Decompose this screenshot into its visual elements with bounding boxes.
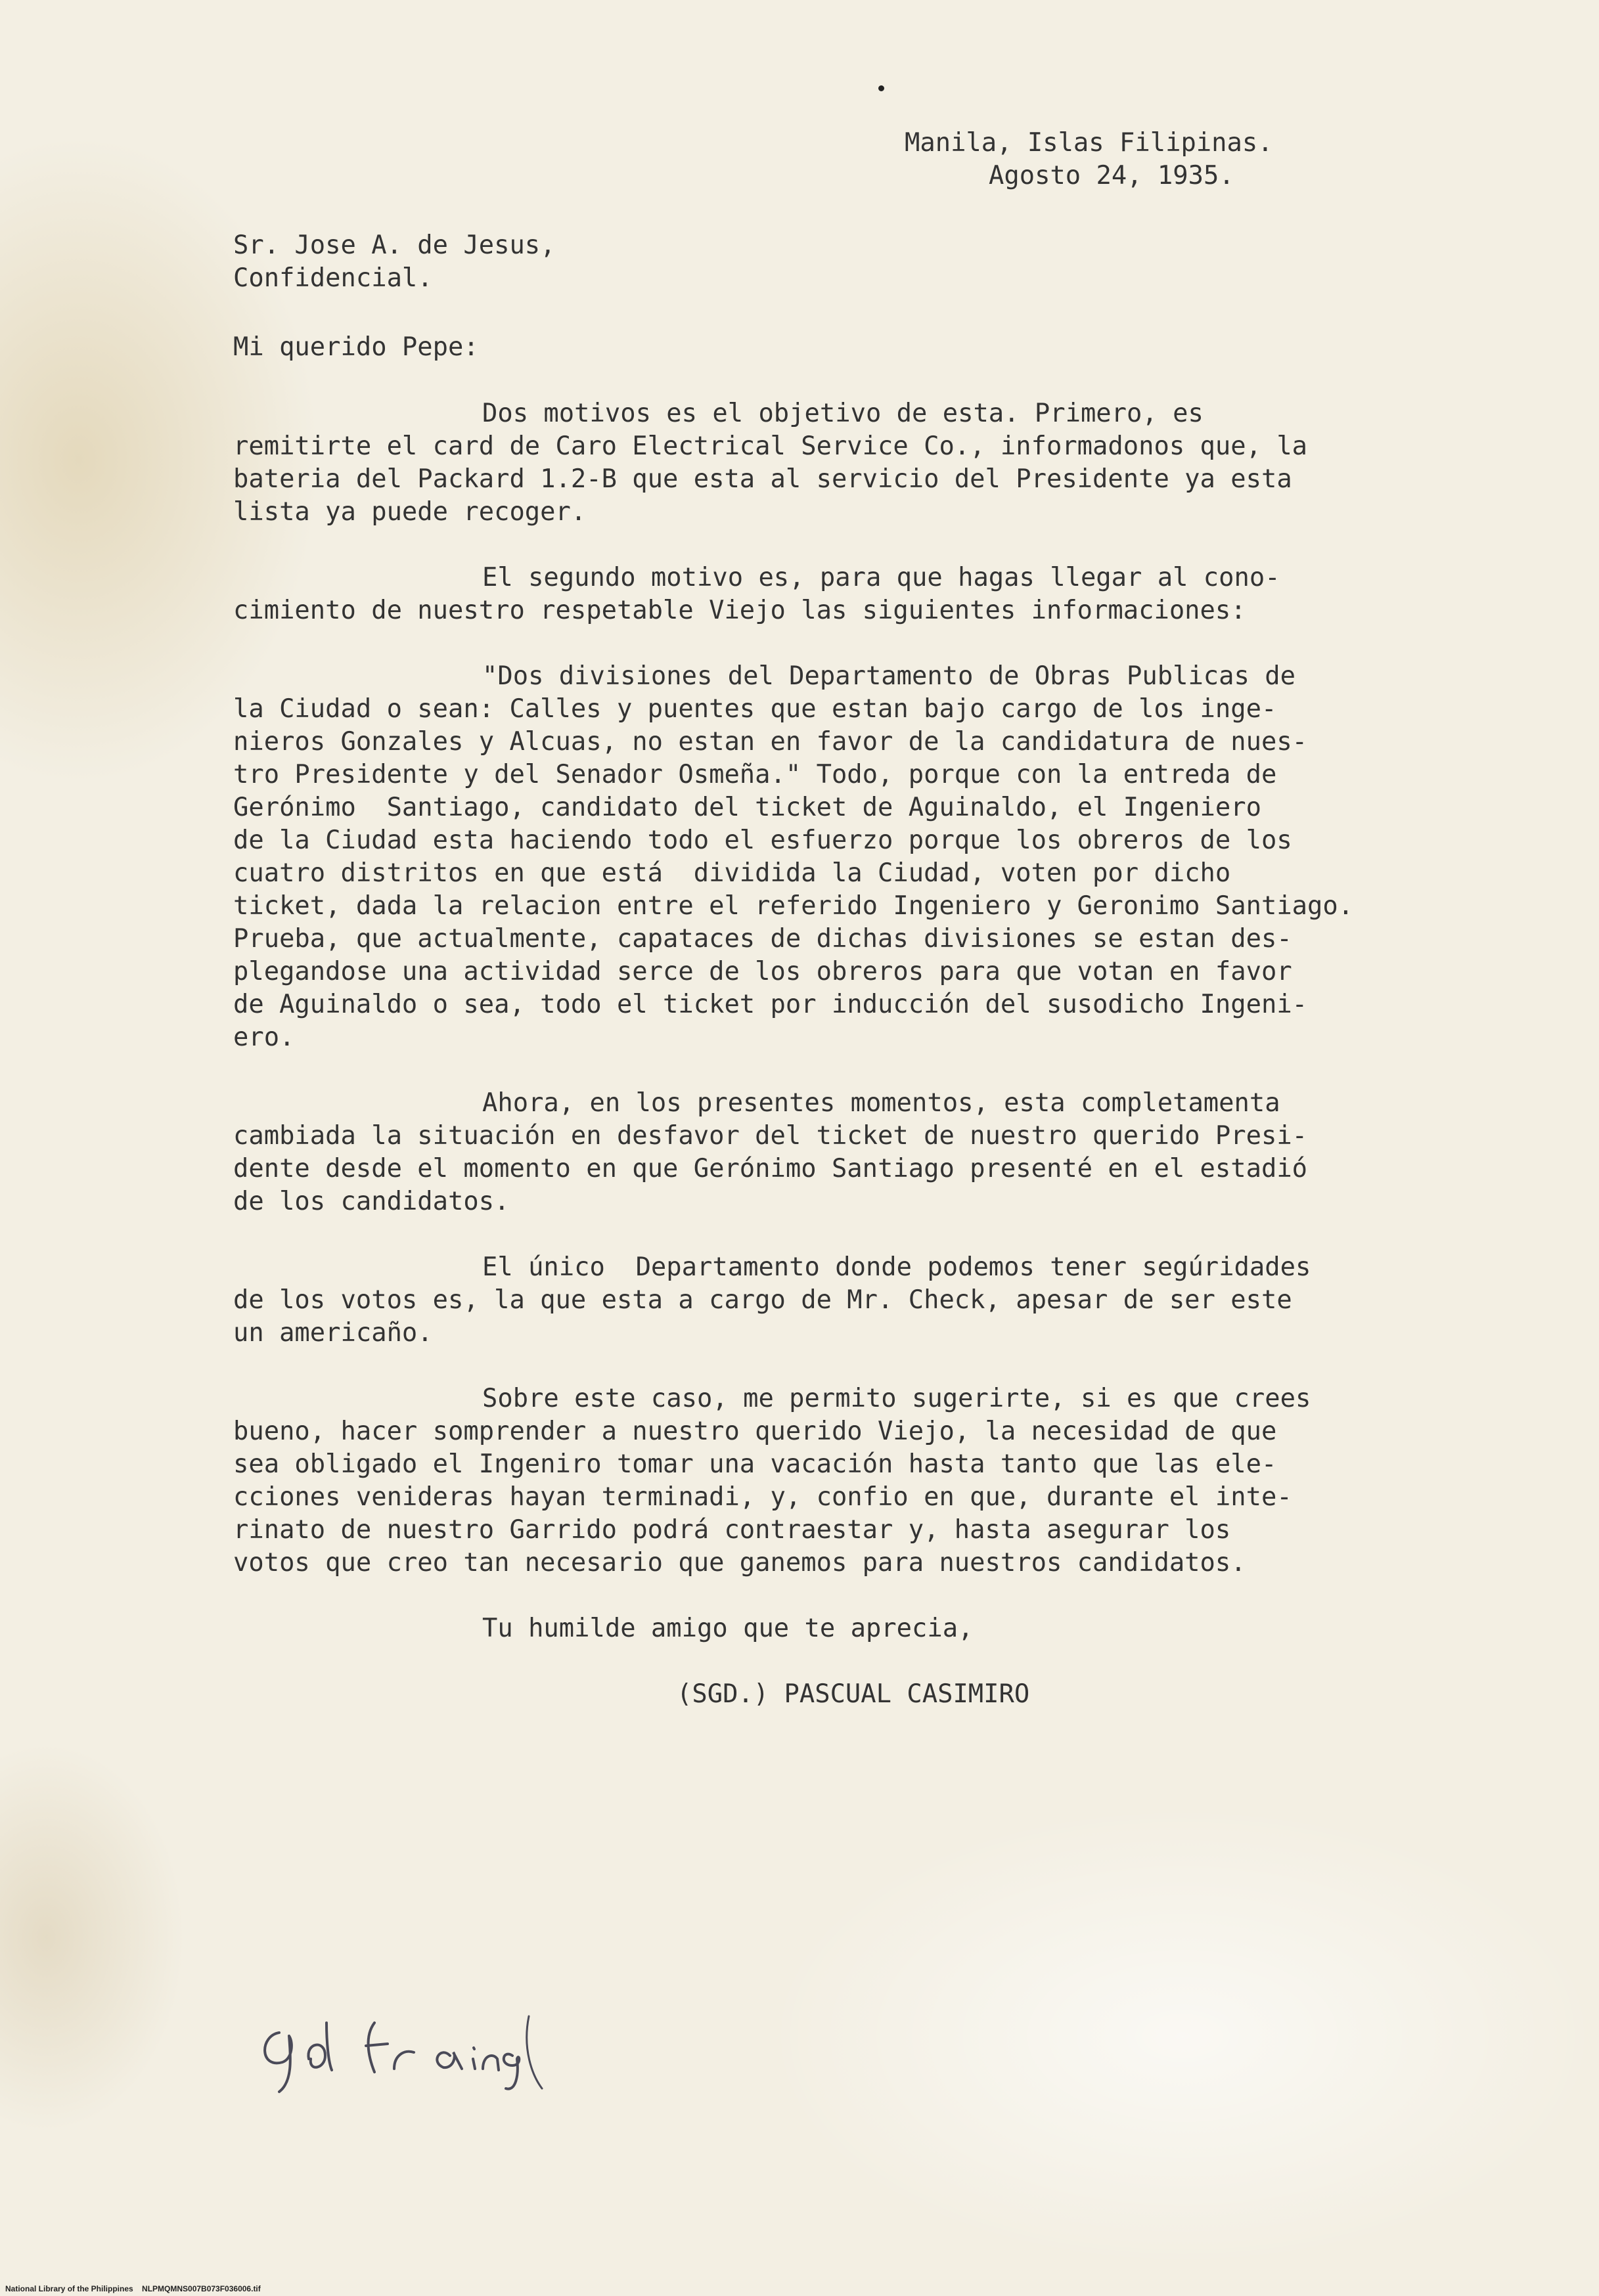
paragraph-5-line: de los votos es, la que esta a cargo de Mr. Check, apesar de ser este	[233, 1285, 1292, 1315]
paragraph-1-line: Dos motivos es el objetivo de esta. Primero, es	[482, 399, 1204, 428]
paragraph-6-line: sea obligado el Ingeniro tomar una vacación hasta tanto que las ele-	[233, 1449, 1277, 1479]
paragraph-4-line: de los candidatos.	[233, 1187, 510, 1216]
paragraph-3-line: cuatro distritos en que está dividida la Ciudad, voten por dicho	[233, 858, 1231, 888]
paragraph-2-line: El segundo motivo es, para que hagas llegar al cono-	[482, 563, 1280, 592]
paragraph-3-line: Gerónimo Santiago, candidato del ticket de Aguinaldo, el Ingeniero	[233, 793, 1261, 822]
paragraph-1-line: lista ya puede recoger.	[233, 497, 587, 527]
paragraph-4-line: Ahora, en los presentes momentos, esta completamenta	[482, 1088, 1280, 1118]
paragraph-3-line: nieros Gonzales y Alcuas, no estan en favor de la candidatura de nues-	[233, 727, 1308, 757]
paragraph-1-line: bateria del Packard 1.2-B que esta al servicio del Presidente ya esta	[233, 464, 1292, 494]
paragraph-4-line: dente desde el momento en que Gerónimo Santiago presenté en el estadió	[233, 1154, 1308, 1183]
recipient-name: Sr. Jose A. de Jesus,	[233, 231, 556, 260]
recipient-title: Confidencial.	[233, 263, 433, 293]
paragraph-2-line: cimiento de nuestro respetable Viejo las siguientes informaciones:	[233, 596, 1246, 625]
paragraph-3-line: ticket, dada la relacion entre el referido Ingeniero y Geronimo Santiago.	[233, 891, 1354, 921]
paragraph-3-line: de Aguinaldo o sea, todo el ticket por inducción del susodicho Ingeni-	[233, 990, 1308, 1019]
letter-place: Manila, Islas Filipinas.	[905, 128, 1273, 158]
paragraph-6-line: cciones venideras hayan terminadi, y, confio en que, durante el inte-	[233, 1482, 1292, 1512]
paragraph-3-line: tro Presidente y del Senador Osmeña." Todo, porque con la entreda de	[233, 760, 1277, 789]
paragraph-3-line: "Dos divisiones del Departamento de Obras Publicas de	[482, 661, 1295, 691]
paragraph-6-line: Sobre este caso, me permito sugerirte, si es que crees	[482, 1384, 1311, 1413]
handwritten-note	[253, 1997, 595, 2095]
paragraph-1-line: remitirte el card de Caro Electrical Service Co., informadonos que, la	[233, 431, 1308, 461]
paragraph-6-line: votos que creo tan necesario que ganemos para nuestros candidatos.	[233, 1548, 1246, 1578]
footer-caption: National Library of the Philippines NLPMQMNS007B073F036006.tif	[5, 2284, 261, 2293]
letter-date: Agosto 24, 1935.	[989, 161, 1234, 190]
paragraph-5-line: El único Departamento donde podemos tener segúridades	[482, 1252, 1311, 1282]
paragraph-6-line: rinato de nuestro Garrido podrá contraestar y, hasta asegurar los	[233, 1515, 1231, 1545]
closing: Tu humilde amigo que te aprecia,	[482, 1614, 974, 1643]
ink-dot	[878, 85, 884, 91]
salutation: Mi querido Pepe:	[233, 332, 479, 362]
paragraph-3-line: ero.	[233, 1023, 295, 1052]
paragraph-6-line: bueno, hacer somprender a nuestro querido Viejo, la necesidad de que	[233, 1417, 1277, 1446]
paragraph-3-line: plegandose una actividad serce de los obreros para que votan en favor	[233, 957, 1292, 986]
paragraph-3-line: de la Ciudad esta haciendo todo el esfuerzo porque los obreros de los	[233, 826, 1292, 855]
paragraph-5-line: un americaño.	[233, 1318, 433, 1348]
paragraph-3-line: Prueba, que actualmente, capataces de dichas divisiones se estan des-	[233, 924, 1292, 954]
paragraph-4-line: cambiada la situación en desfavor del ticket de nuestro querido Presi-	[233, 1121, 1308, 1151]
paragraph-3-line: la Ciudad o sean: Calles y puentes que estan bajo cargo de los inge-	[233, 694, 1277, 724]
signature: (SGD.) PASCUAL CASIMIRO	[677, 1679, 1030, 1709]
